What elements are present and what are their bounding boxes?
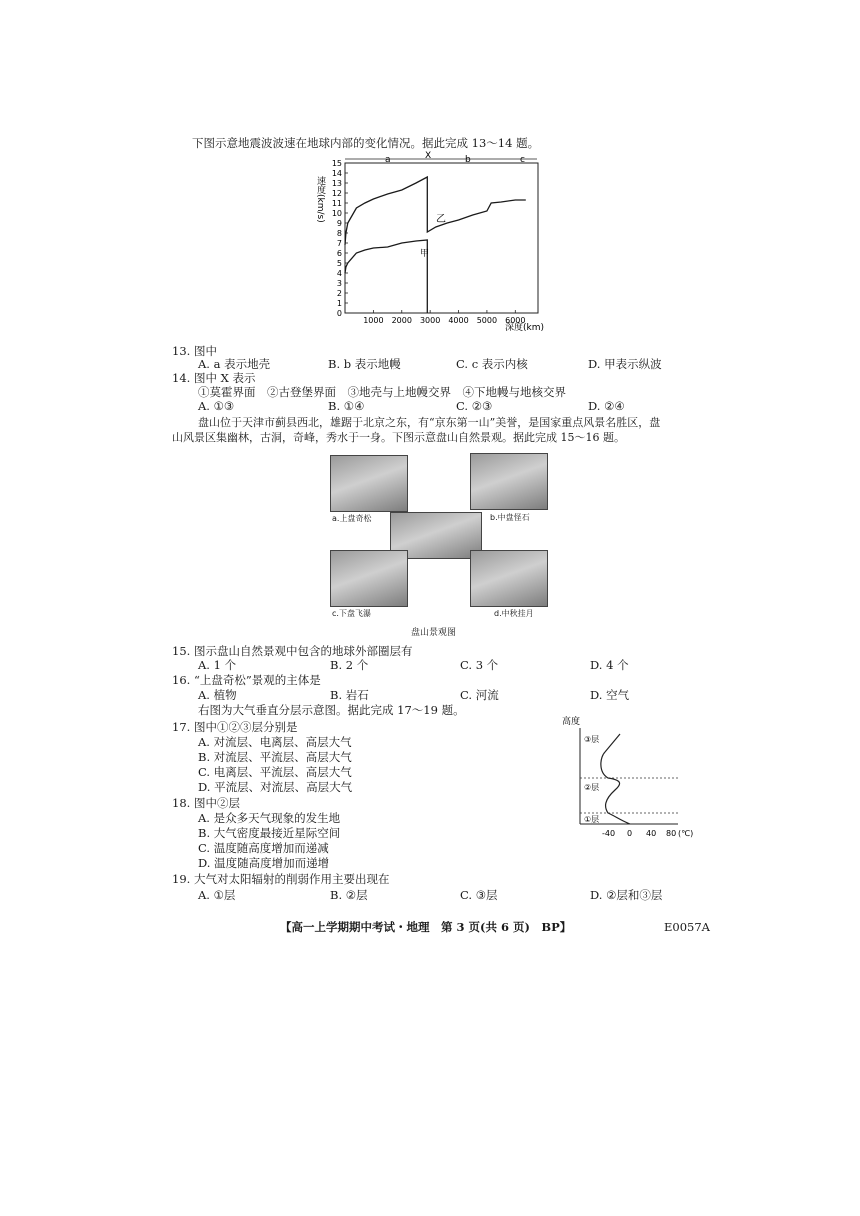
- seismic-y-tick-label: 5: [336, 259, 342, 268]
- region-b-label: b: [465, 155, 471, 165]
- seismic-y-tick-label: 15: [331, 159, 342, 168]
- seismic-plot-frame: [345, 163, 538, 313]
- q18-option-a[interactable]: A. 是众多天气现象的发生地: [198, 811, 341, 825]
- q13-stem: 13. 图中: [172, 344, 217, 358]
- photo-label-b: b.中盘怪石: [490, 513, 530, 522]
- seismic-y-tick-label: 3: [336, 279, 342, 288]
- seismic-y-tick-label: 9: [336, 219, 342, 228]
- atmo-xtick-1: 0: [627, 829, 633, 838]
- q19-option-a[interactable]: A. ①层: [198, 888, 236, 902]
- q13-option-b[interactable]: B. b 表示地幔: [328, 357, 401, 371]
- photo-lower-waterfall: [330, 550, 408, 607]
- atmo-xtick-3: 80: [666, 829, 677, 838]
- q13-14-intro: 下图示意地震波波速在地球内部的变化情况。据此完成 13～14 题。: [192, 136, 540, 150]
- q15-stem: 15. 图示盘山自然景观中包含的地球外部圈层有: [172, 644, 413, 658]
- q16-option-b[interactable]: B. 岩石: [330, 688, 369, 702]
- q14-items: ①莫霍界面 ②古登堡界面 ③地壳与上地幔交界 ④下地幔与地核交界: [198, 385, 566, 399]
- seismic-x-ticks: [363, 310, 525, 325]
- seismic-x-tick-label: 5000: [476, 316, 498, 325]
- q19-option-c[interactable]: C. ③层: [460, 888, 498, 902]
- q19-option-b[interactable]: B. ②层: [330, 888, 368, 902]
- q15-option-c[interactable]: C. 3 个: [460, 658, 499, 672]
- atmo-temperature-curve: [601, 734, 630, 824]
- seismic-ylabel: 速度(km/s): [315, 176, 325, 223]
- q14-option-d[interactable]: D. ②④: [588, 399, 625, 413]
- seismic-series-line: [345, 240, 430, 313]
- photo-label-a: a.上盘奇松: [332, 514, 372, 523]
- atmo-xtick-0: -40: [602, 829, 616, 838]
- q17-19-intro: 右图为大气垂直分层示意图。据此完成 17～19 题。: [198, 703, 465, 717]
- q13-option-a[interactable]: A. a 表示地壳: [198, 357, 271, 371]
- q18-option-b[interactable]: B. 大气密度最接近星际空间: [198, 826, 341, 840]
- q15-option-a[interactable]: A. 1 个: [198, 658, 237, 672]
- seismic-y-tick-label: 10: [331, 209, 342, 218]
- q17-option-d[interactable]: D. 平流层、对流层、高层大气: [198, 780, 353, 794]
- q15-option-d[interactable]: D. 4 个: [590, 658, 629, 672]
- q17-option-a[interactable]: A. 对流层、电离层、高层大气: [198, 735, 352, 749]
- seismic-y-tick-label: 1: [336, 299, 342, 308]
- q15-option-b[interactable]: B. 2 个: [330, 658, 369, 672]
- photo-caption: 盘山景观图: [411, 628, 457, 638]
- curve-jia-label: 甲: [420, 249, 430, 259]
- atmo-xtick-2: 40: [646, 829, 657, 838]
- region-a-label: a: [385, 155, 391, 165]
- q13-option-d[interactable]: D. 甲表示纵波: [588, 357, 662, 371]
- photo-label-d: d.中秋挂月: [494, 609, 534, 618]
- q13-option-c[interactable]: C. c 表示内核: [456, 357, 528, 371]
- q14-option-c[interactable]: C. ②③: [456, 399, 493, 413]
- seismic-y-tick-label: 0: [336, 309, 342, 318]
- atmo-layer-3: ③层: [584, 735, 600, 744]
- atmo-layer-2: ②层: [584, 783, 600, 792]
- q18-option-c[interactable]: C. 温度随高度增加而递减: [198, 841, 329, 855]
- seismic-xlabel: 深度(km): [505, 323, 545, 333]
- q17-stem: 17. 图中①②③层分别是: [172, 720, 298, 734]
- q16-option-d[interactable]: D. 空气: [590, 688, 630, 702]
- seismic-y-tick-label: 2: [336, 289, 342, 298]
- seismic-x-tick-label: 4000: [448, 316, 469, 325]
- q19-option-d[interactable]: D. ②层和③层: [590, 888, 663, 902]
- seismic-y-tick-label: 13: [331, 179, 342, 188]
- atmo-x-unit: (℃): [678, 829, 694, 838]
- q18-option-d[interactable]: D. 温度随高度增加而递增: [198, 856, 330, 870]
- seismic-series-line: [345, 177, 526, 245]
- seismic-y-tick-label: 4: [336, 269, 342, 278]
- seismic-x-tick-label: 6000: [505, 316, 526, 325]
- atmo-layer-1: ①层: [584, 815, 600, 824]
- page-footer: 【高一上学期期中考试・地理 第 3 页(共 6 页) BP】: [280, 920, 572, 934]
- q17-option-b[interactable]: B. 对流层、平流层、高层大气: [198, 750, 352, 764]
- seismic-x-marker: X: [425, 151, 432, 161]
- seismic-series: [345, 177, 526, 313]
- seismic-y-tick-label: 6: [336, 249, 342, 258]
- seismic-y-tick-label: 8: [336, 229, 342, 238]
- region-c-label: c: [520, 155, 525, 165]
- seismic-y-tick-label: 14: [331, 169, 342, 178]
- photo-label-c: c.下盘飞瀑: [332, 609, 371, 618]
- seismic-x-tick-label: 3000: [419, 316, 441, 325]
- q18-stem: 18. 图中②层: [172, 796, 240, 810]
- q16-option-c[interactable]: C. 河流: [460, 688, 499, 702]
- q15-16-intro-line2: 山风景区集幽林，古洞，奇峰，秀水于一身。下图示意盘山自然景观。据此完成 15～16 题。: [172, 431, 625, 444]
- photo-upper-pine: [330, 455, 408, 512]
- seismic-y-tick-label: 11: [331, 199, 342, 208]
- atmo-ylabel: 高度: [562, 717, 581, 727]
- q14-option-a[interactable]: A. ①③: [198, 399, 235, 413]
- q17-option-c[interactable]: C. 电离层、平流层、高层大气: [198, 765, 352, 779]
- q15-16-intro-line1: 盘山位于天津市蓟县西北，雄踞于北京之东，有“京东第一山”美誉，是国家重点风景名胜区，盘: [198, 416, 661, 429]
- q16-stem: 16. “上盘奇松”景观的主体是: [172, 673, 321, 687]
- seismic-x-tick-label: 1000: [363, 316, 384, 325]
- seismic-wave-chart: [300, 148, 560, 338]
- photo-mid-autumn-moon: [470, 550, 548, 607]
- atmosphere-layer-chart: [560, 712, 710, 847]
- seismic-y-tick-label: 12: [331, 189, 342, 198]
- q19-stem: 19. 大气对太阳辐射的削弱作用主要出现在: [172, 872, 390, 886]
- curve-yi-label: 乙: [436, 214, 446, 225]
- q16-option-a[interactable]: A. 植物: [198, 688, 237, 702]
- q14-stem: 14. 图中 X 表示: [172, 371, 256, 385]
- q14-option-b[interactable]: B. ①④: [328, 399, 365, 413]
- footer-code: E0057A: [664, 920, 710, 934]
- seismic-x-tick-label: 2000: [391, 316, 412, 325]
- photo-middle-rock: [470, 453, 548, 510]
- seismic-y-tick-label: 7: [336, 239, 342, 248]
